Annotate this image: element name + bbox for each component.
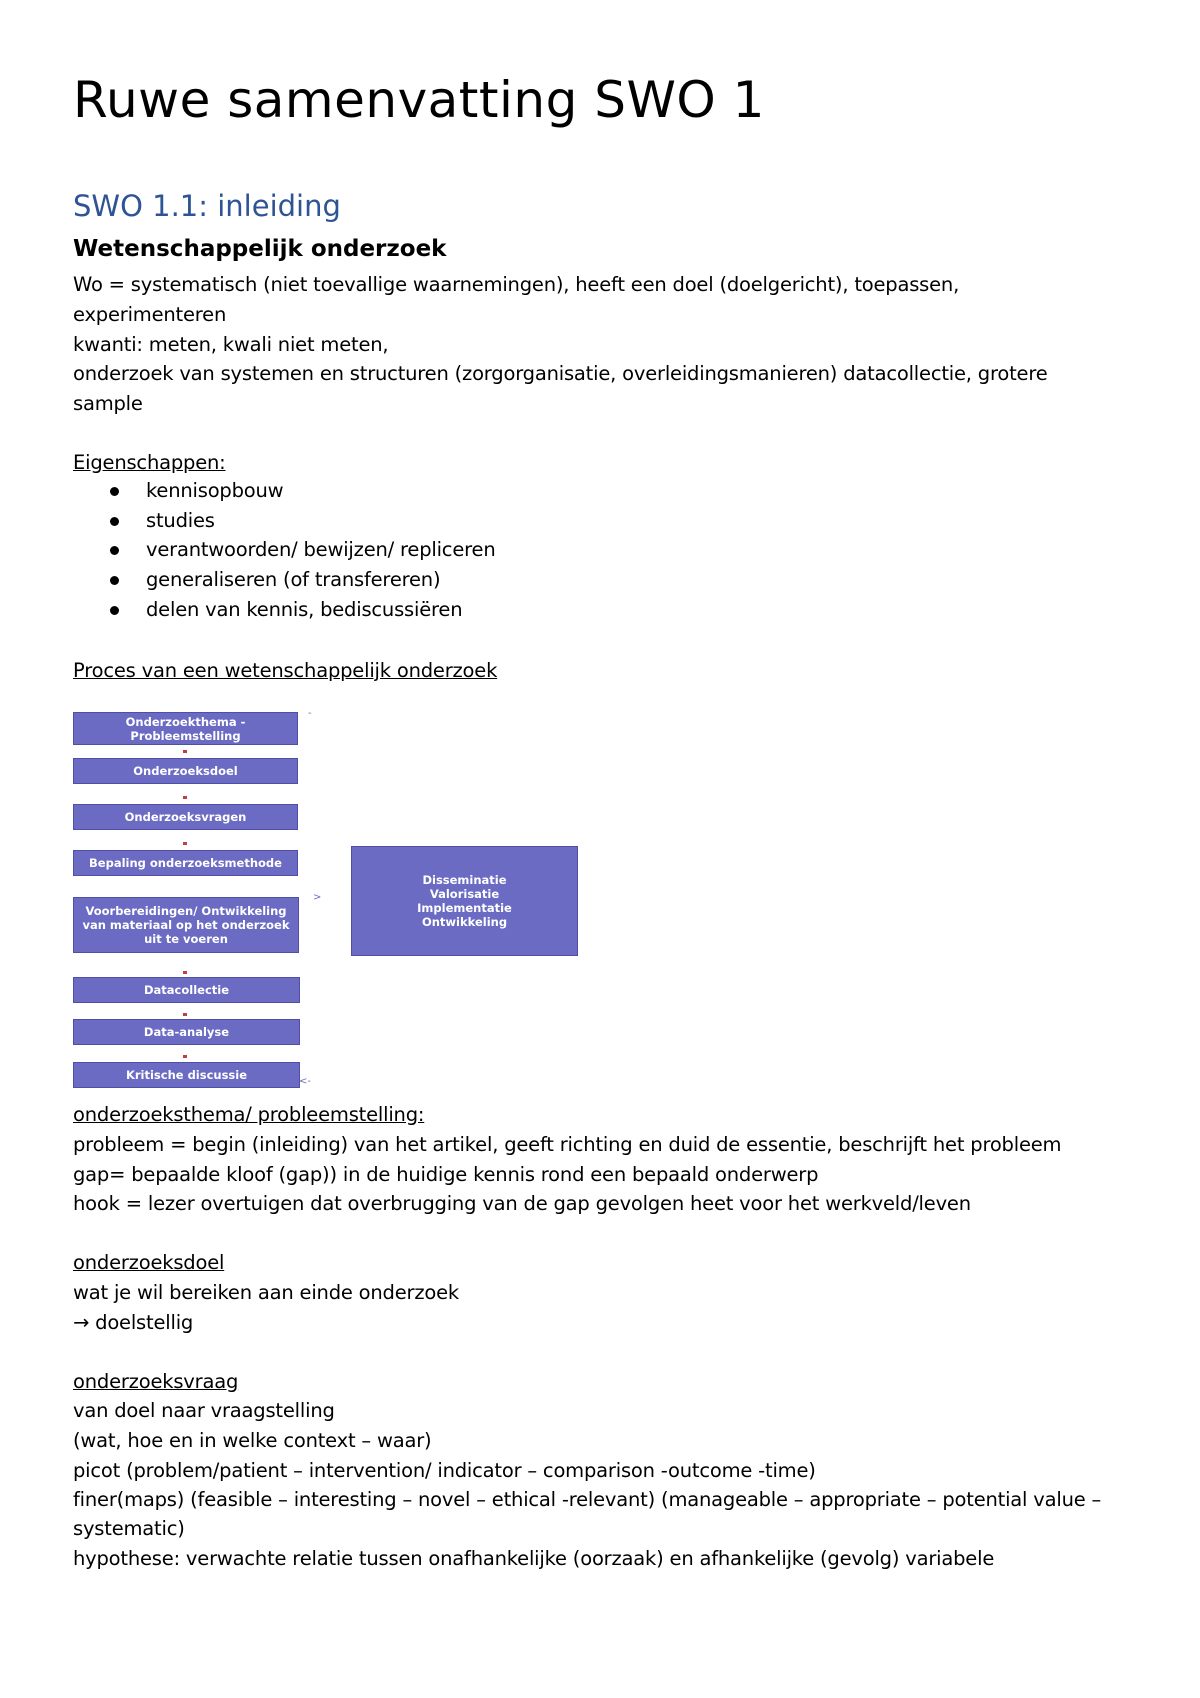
arrow-icon [183, 796, 187, 799]
bullet-icon [110, 487, 119, 496]
list-item-text: studies [146, 508, 215, 532]
side-box-line: Valorisatie [429, 887, 500, 901]
diagram-step: Bepaling onderzoeksmethode [73, 850, 298, 876]
diagram-step: Voorbereidingen/ Ontwikkeling van materiaal op het onderzoek uit te voeren [73, 897, 299, 953]
list-item [73, 476, 495, 506]
doel-line: → doelstellig [73, 1311, 194, 1334]
doel-heading: onderzoeksdoel [73, 1251, 225, 1274]
list-item [73, 535, 495, 565]
properties-list [73, 476, 495, 625]
section-heading: SWO 1.1: inleiding [73, 189, 341, 223]
vraag-line: picot (problem/patient – intervention/ indicator – comparison -outcome -time) [73, 1459, 816, 1482]
intro-line: experimenteren [73, 303, 227, 326]
side-box-line: Disseminatie [422, 873, 507, 887]
diagram-side-box [351, 846, 578, 956]
side-box-line: Implementatie [417, 901, 512, 915]
properties-heading: Eigenschappen: [73, 451, 226, 474]
intro-line: onderzoek van systemen en structuren (zorgorganisatie, overleidingsmanieren) datacollectie, grotere [73, 362, 1048, 385]
list-item-text: generaliseren (of transfereren) [146, 568, 441, 592]
bullet-icon [110, 606, 119, 615]
diagram-step: Kritische discussie [73, 1062, 300, 1088]
diagram-step: Data-analyse [73, 1019, 300, 1045]
arrow-icon [183, 750, 187, 753]
bullet-icon [110, 517, 119, 526]
diagram-step: Onderzoeksvragen [73, 804, 298, 830]
side-box-line: Ontwikkeling [421, 915, 508, 929]
arrow-icon [183, 1055, 187, 1058]
intro-line: kwanti: meten, kwali niet meten, [73, 333, 389, 356]
document-title: Ruwe samenvatting SWO 1 [73, 71, 765, 129]
process-diagram [73, 708, 593, 1094]
vraag-line: finer(maps) (feasible – interesting – novel – ethical -relevant) (manageable – appropriate – potential value – [73, 1488, 1102, 1511]
arrow-icon [183, 971, 187, 974]
connector-icon: > [313, 892, 322, 903]
list-item [73, 595, 495, 625]
list-item-text: delen van kennis, bediscussiëren [146, 597, 463, 621]
connector-icon: <- [299, 1076, 311, 1087]
vraag-line: (wat, hoe en in welke context – waar) [73, 1429, 432, 1452]
thema-line: hook = lezer overtuigen dat overbrugging van de gap gevolgen heet voor het werkveld/leven [73, 1192, 971, 1215]
list-item [73, 506, 495, 536]
subsection-heading: Wetenschappelijk onderzoek [73, 236, 447, 262]
diagram-step: Onderzoeksdoel [73, 758, 298, 784]
thema-line: gap= bepaalde kloof (gap)) in de huidige kennis rond een bepaald onderwerp [73, 1163, 819, 1186]
thema-heading: onderzoeksthema/ probleemstelling: [73, 1103, 425, 1126]
vraag-line: hypothese: verwachte relatie tussen onafhankelijke (oorzaak) en afhankelijke (gevolg) variabele [73, 1547, 995, 1570]
thema-line: probleem = begin (inleiding) van het artikel, geeft richting en duid de essentie, beschrijft het probleem [73, 1133, 1062, 1156]
arrow-icon [183, 1013, 187, 1016]
vraag-line: van doel naar vraagstelling [73, 1399, 335, 1422]
connector-icon: ‐ [308, 708, 312, 719]
vraag-line: systematic) [73, 1517, 185, 1540]
intro-line: sample [73, 392, 143, 415]
bullet-icon [110, 546, 119, 555]
list-item-text: kennisopbouw [146, 479, 284, 502]
intro-line: Wo = systematisch (niet toevallige waarnemingen), heeft een doel (doelgericht), toepassen, [73, 273, 960, 296]
vraag-heading: onderzoeksvraag [73, 1370, 239, 1393]
diagram-step: Datacollectie [73, 977, 300, 1003]
doel-line: wat je wil bereiken aan einde onderzoek [73, 1281, 460, 1304]
diagram-step: Onderzoekthema - Probleemstelling [73, 712, 298, 745]
list-item-text: verantwoorden/ bewijzen/ repliceren [146, 538, 496, 562]
list-item [73, 565, 495, 595]
arrow-icon [183, 842, 187, 845]
bullet-icon [110, 576, 119, 585]
process-heading: Proces van een wetenschappelijk onderzoek [73, 659, 498, 682]
